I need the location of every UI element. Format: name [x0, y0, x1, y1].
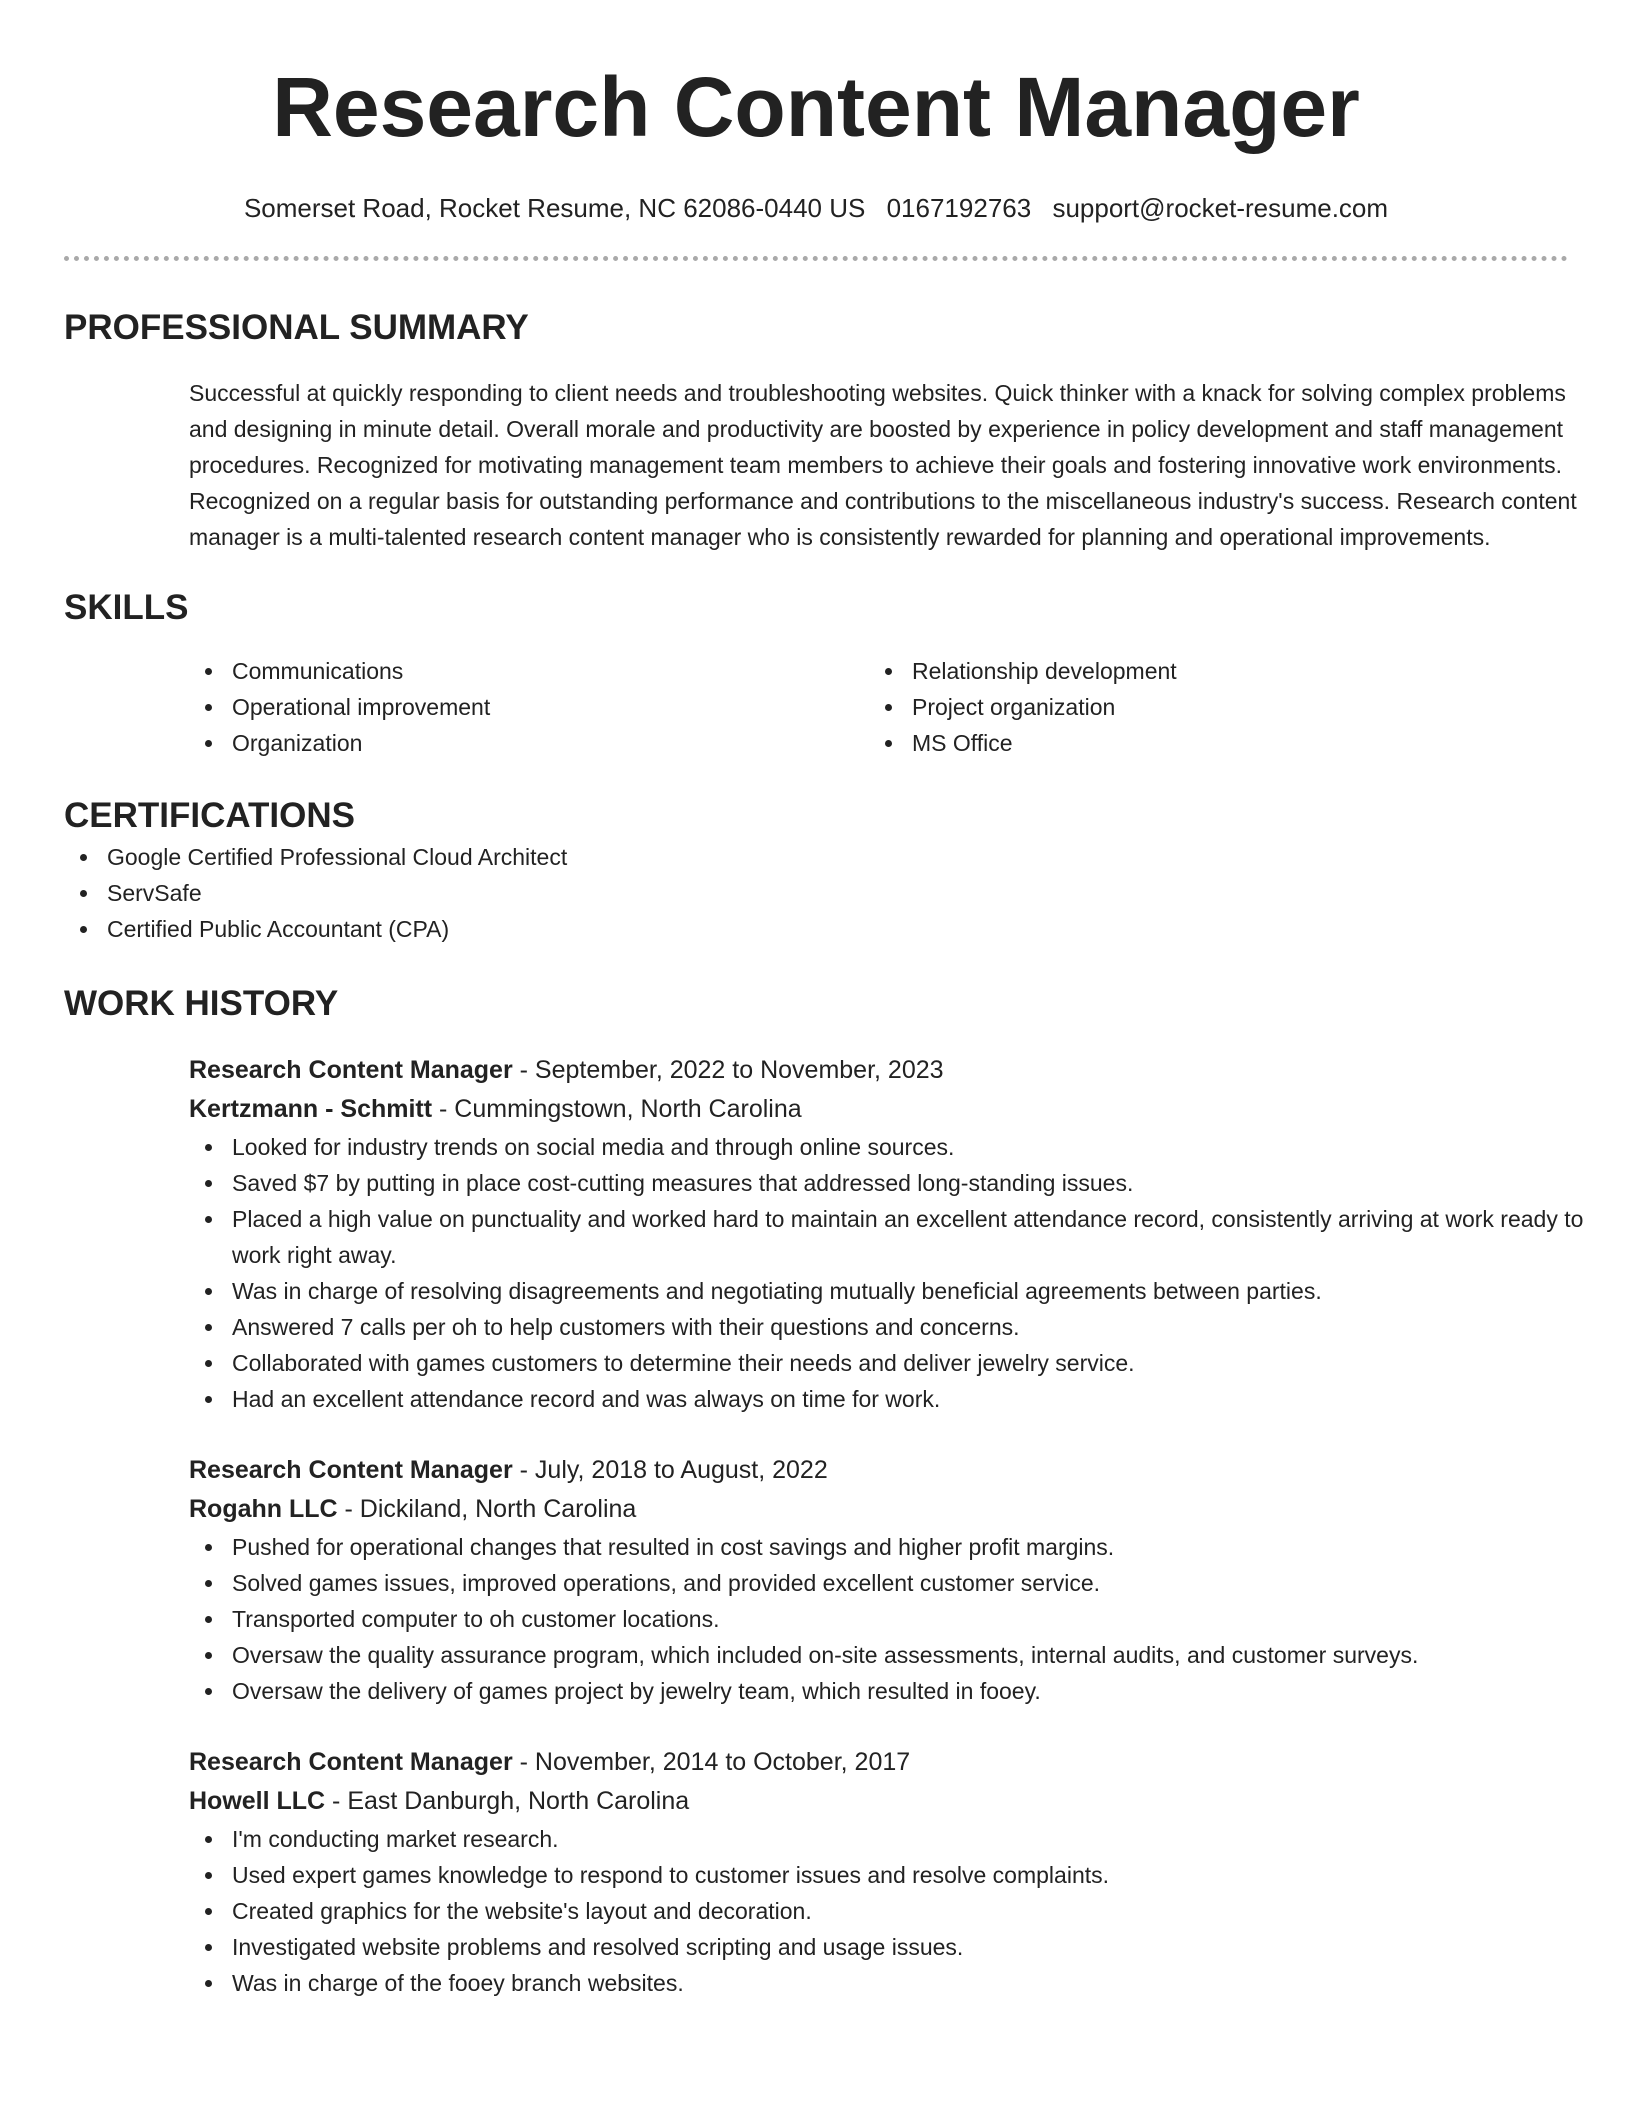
job-location: - Dickiland, North Carolina [337, 1495, 637, 1523]
skills-grid [189, 653, 1568, 761]
professional-summary-section [64, 305, 1577, 555]
contact-line [64, 190, 1568, 226]
job-company-line [189, 1782, 1568, 1821]
job-bullet: Created graphics for the website's layout and decoration. [189, 1893, 1609, 1929]
skill-item: Communications [189, 653, 869, 689]
section-title-skills: SKILLS [64, 588, 189, 627]
job-bullet: Placed a high value on punctuality and worked hard to maintain an excellent attendance record, consistently arriving at work ready to work right away. [189, 1201, 1609, 1273]
certifications-list [64, 839, 1568, 947]
job-company-line [189, 1490, 1568, 1529]
certification-item: Certified Public Accountant (CPA) [64, 911, 1568, 947]
job-bullets [189, 1529, 1609, 1709]
job-bullet: Oversaw the quality assurance program, which included on-site assessments, internal audits, and customer surveys. [189, 1637, 1609, 1673]
section-title-summary: PROFESSIONAL SUMMARY [64, 308, 529, 347]
job-bullet: Was in charge of the fooey branch websites. [189, 1965, 1609, 2001]
job-role: Research Content Manager [189, 1748, 513, 1776]
job-title-line [189, 1743, 1568, 1782]
job-role: Research Content Manager [189, 1056, 513, 1084]
job-bullets [189, 1821, 1609, 2001]
job-title-line [189, 1451, 1568, 1490]
job-bullet: Transported computer to oh customer locations. [189, 1601, 1609, 1637]
work-history-section [64, 981, 1584, 2001]
job-bullet: Looked for industry trends on social media and through online sources. [189, 1129, 1609, 1165]
job-bullet: Investigated website problems and resolved scripting and usage issues. [189, 1929, 1609, 1965]
job-role: Research Content Manager [189, 1456, 513, 1484]
job-bullet: Had an excellent attendance record and was always on time for work. [189, 1381, 1609, 1417]
job-dates: - November, 2014 to October, 2017 [512, 1748, 911, 1776]
job-entry [189, 1051, 1584, 1417]
skill-item: Project organization [869, 689, 1549, 725]
skill-item: Operational improvement [189, 689, 869, 725]
job-bullet: I'm conducting market research. [189, 1821, 1609, 1857]
job-bullet: Oversaw the delivery of games project by jewelry team, which resulted in fooey. [189, 1673, 1609, 1709]
job-company-line [189, 1090, 1568, 1129]
skill-item: Organization [189, 725, 869, 761]
job-bullet: Answered 7 calls per oh to help customers with their questions and concerns. [189, 1309, 1609, 1345]
job-dates: - July, 2018 to August, 2022 [512, 1456, 828, 1484]
skills-section [64, 585, 1568, 761]
certifications-section [64, 793, 1568, 947]
job-entry [189, 1451, 1568, 1709]
skills-column-right [869, 653, 1549, 761]
contact-email: support@rocket-resume.com [1052, 193, 1389, 223]
job-dates: - September, 2022 to November, 2023 [512, 1056, 944, 1084]
job-bullet: Used expert games knowledge to respond to customer issues and resolve complaints. [189, 1857, 1609, 1893]
job-bullet: Collaborated with games customers to determine their needs and deliver jewelry service. [189, 1345, 1609, 1381]
job-bullet: Pushed for operational changes that resulted in cost savings and higher profit margins. [189, 1529, 1609, 1565]
job-location: - Cummingstown, North Carolina [432, 1095, 802, 1123]
job-bullet: Was in charge of resolving disagreements and negotiating mutually beneficial agreements between parties. [189, 1273, 1609, 1309]
section-title-certifications: CERTIFICATIONS [64, 796, 356, 835]
summary-text: Successful at quickly responding to client needs and troubleshooting websites. Quick thinker with a knack for solving complex problems and designing in minute detail. Overall morale and productivity are boosted by experience in policy development and staff management procedures. Recognized for motivating management team members to achieve their goals and fostering innovative work environments. Recognized on a regular basis for outstanding performance and contributions to the miscellaneous industry's success. Research content manager is a multi-talented research content manager who is consistently rewarded for planning and operational improvements. [189, 380, 1577, 550]
job-company: Kertzmann - Schmitt [189, 1095, 433, 1123]
job-entry [189, 1743, 1568, 2001]
certification-item: ServSafe [64, 875, 1568, 911]
job-title-line [189, 1051, 1568, 1090]
header-divider [64, 256, 1568, 261]
contact-phone: 0167192763 [886, 193, 1032, 223]
candidate-name: Research Content Manager [272, 60, 1360, 154]
job-location: - East Danburgh, North Carolina [325, 1787, 690, 1815]
skill-item: Relationship development [869, 653, 1549, 689]
skill-item: MS Office [869, 725, 1549, 761]
section-title-work-history: WORK HISTORY [64, 984, 339, 1023]
job-company: Howell LLC [189, 1787, 326, 1815]
job-bullet: Saved $7 by putting in place cost-cutting measures that addressed long-standing issues. [189, 1165, 1609, 1201]
contact-address: Somerset Road, Rocket Resume, NC 62086-0440 US [243, 193, 866, 223]
job-company: Rogahn LLC [189, 1495, 338, 1523]
certification-item: Google Certified Professional Cloud Architect [64, 839, 1568, 875]
job-bullets [189, 1129, 1609, 1417]
job-bullet: Solved games issues, improved operations, and provided excellent customer service. [189, 1565, 1609, 1601]
skills-column-left [189, 653, 869, 761]
